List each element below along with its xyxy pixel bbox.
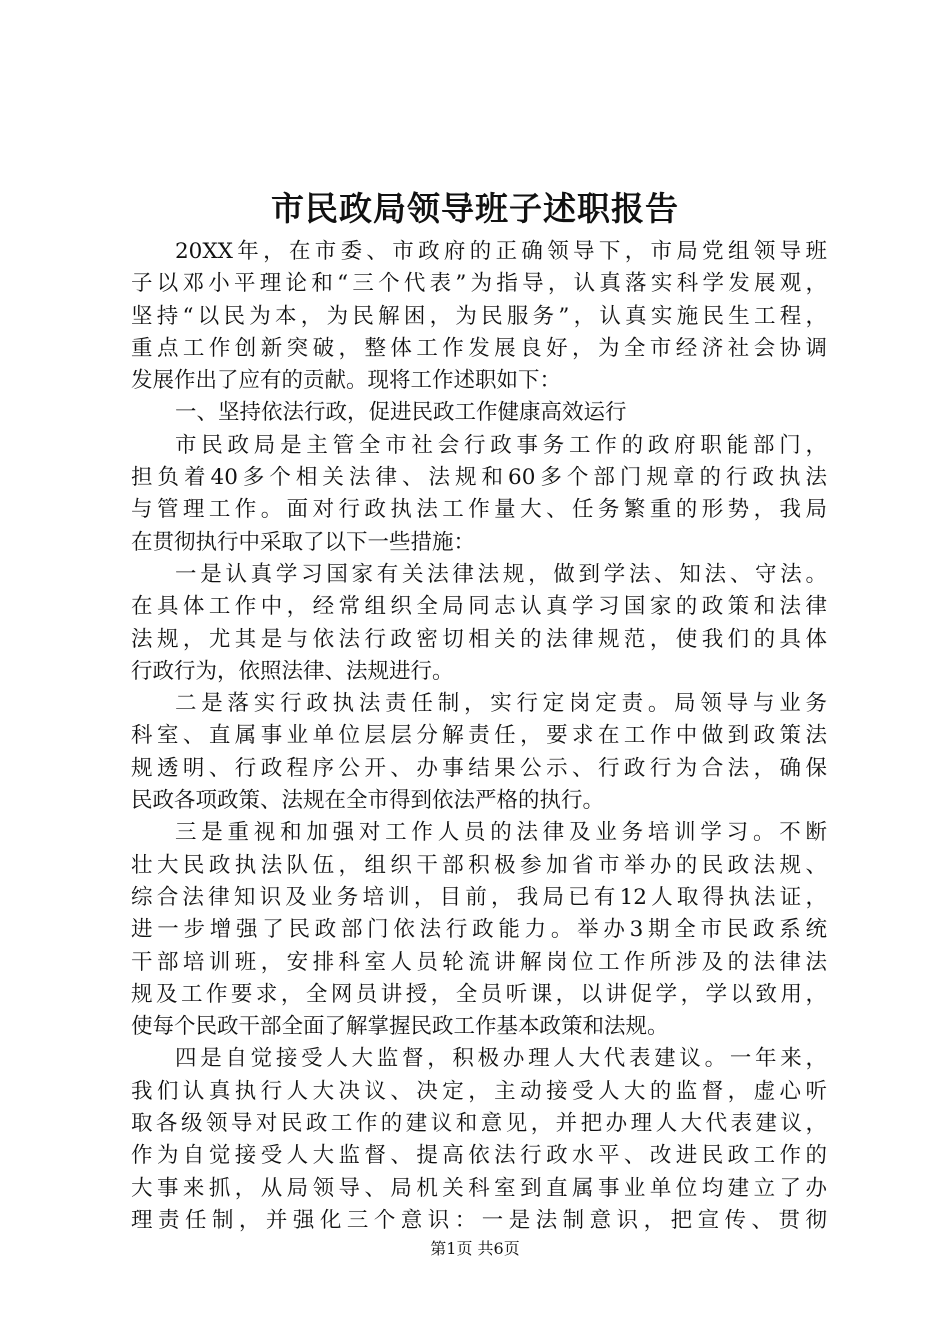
text-line: 坚持“以民为本，为民解困，为民服务”，认真实施民生工程，	[131, 303, 827, 329]
text-line: 进一步增强了民政部门依法行政能力。举办3期全市民政系统	[131, 917, 827, 943]
text-line: 20XX年，在市委、市政府的正确领导下，市局党组领导班	[175, 239, 827, 264]
text-line: 一是认真学习国家有关法律法规，做到学法、知法、守法。	[175, 561, 827, 587]
text-line: 科室、直属事业单位层层分解责任，要求在工作中做到政策法	[131, 723, 827, 749]
page-footer: 第1页 共6页	[430, 1239, 520, 1258]
text-line: 干部培训班，安排科室人员轮流讲解岗位工作所涉及的法律法	[131, 949, 827, 975]
text-line: 行政行为，依照法律、法规进行。	[131, 658, 454, 684]
text-line: 担负着40多个相关法律、法规和60多个部门规章的行政执法	[131, 465, 827, 491]
text-line: 市民政局是主管全市社会行政事务工作的政府职能部门，	[175, 432, 827, 458]
text-line: 子以邓小平理论和“三个代表”为指导，认真落实科学发展观，	[131, 271, 827, 297]
document-body	[131, 236, 827, 1237]
text-line: 作为自觉接受人大监督、提高依法行政水平、改进民政工作的	[131, 1143, 827, 1169]
text-line: 四是自觉接受人大监督，积极办理人大代表建议。一年来，	[175, 1046, 827, 1072]
text-line: 我们认真执行人大决议、决定，主动接受人大的监督，虚心听	[131, 1078, 827, 1104]
text-line: 重点工作创新突破，整体工作发展良好，为全市经济社会协调	[131, 335, 827, 361]
text-line: 法规，尤其是与依法行政密切相关的法律规范，使我们的具体	[131, 626, 827, 652]
text-line: 民政各项政策、法规在全市得到依法严格的执行。	[131, 788, 605, 814]
text-line: 规透明、行政程序公开、办事结果公示、行政行为合法，确保	[131, 755, 827, 781]
text-line: 使每个民政干部全面了解掌握民政工作基本政策和法规。	[131, 1014, 669, 1040]
document-title: 市民政局领导班子述职报告	[271, 189, 679, 228]
text-line: 三是重视和加强对工作人员的法律及业务培训学习。不断	[175, 820, 827, 846]
text-line: 在具体工作中，经常组织全局同志认真学习国家的政策和法律	[131, 594, 827, 620]
text-line: 取各级领导对民政工作的建议和意见，并把办理人大代表建议，	[131, 1111, 827, 1137]
text-line: 规及工作要求，全网员讲授，全员听课，以讲促学，学以致用，	[131, 981, 827, 1007]
text-line: 大事来抓，从局领导、局机关科室到直属事业单位均建立了办	[131, 1175, 827, 1201]
text-line: 与管理工作。面对行政执法工作量大、任务繁重的形势，我局	[131, 497, 827, 523]
text-line: 壮大民政执法队伍，组织干部积极参加省市举办的民政法规、	[131, 852, 827, 878]
text-line: 发展作出了应有的贡献。现将工作述职如下：	[131, 368, 562, 394]
text-line: 在贯彻执行中采取了以下一些措施：	[131, 529, 476, 555]
text-line: 一、坚持依法行政，促进民政工作健康高效运行	[175, 400, 627, 426]
text-line: 二是落实行政执法责任制，实行定岗定责。局领导与业务	[175, 691, 827, 717]
text-line: 理责任制，并强化三个意识：一是法制意识，把宣传、贯彻	[131, 1207, 827, 1233]
text-line: 综合法律知识及业务培训，目前，我局已有12人取得执法证，	[131, 884, 827, 910]
